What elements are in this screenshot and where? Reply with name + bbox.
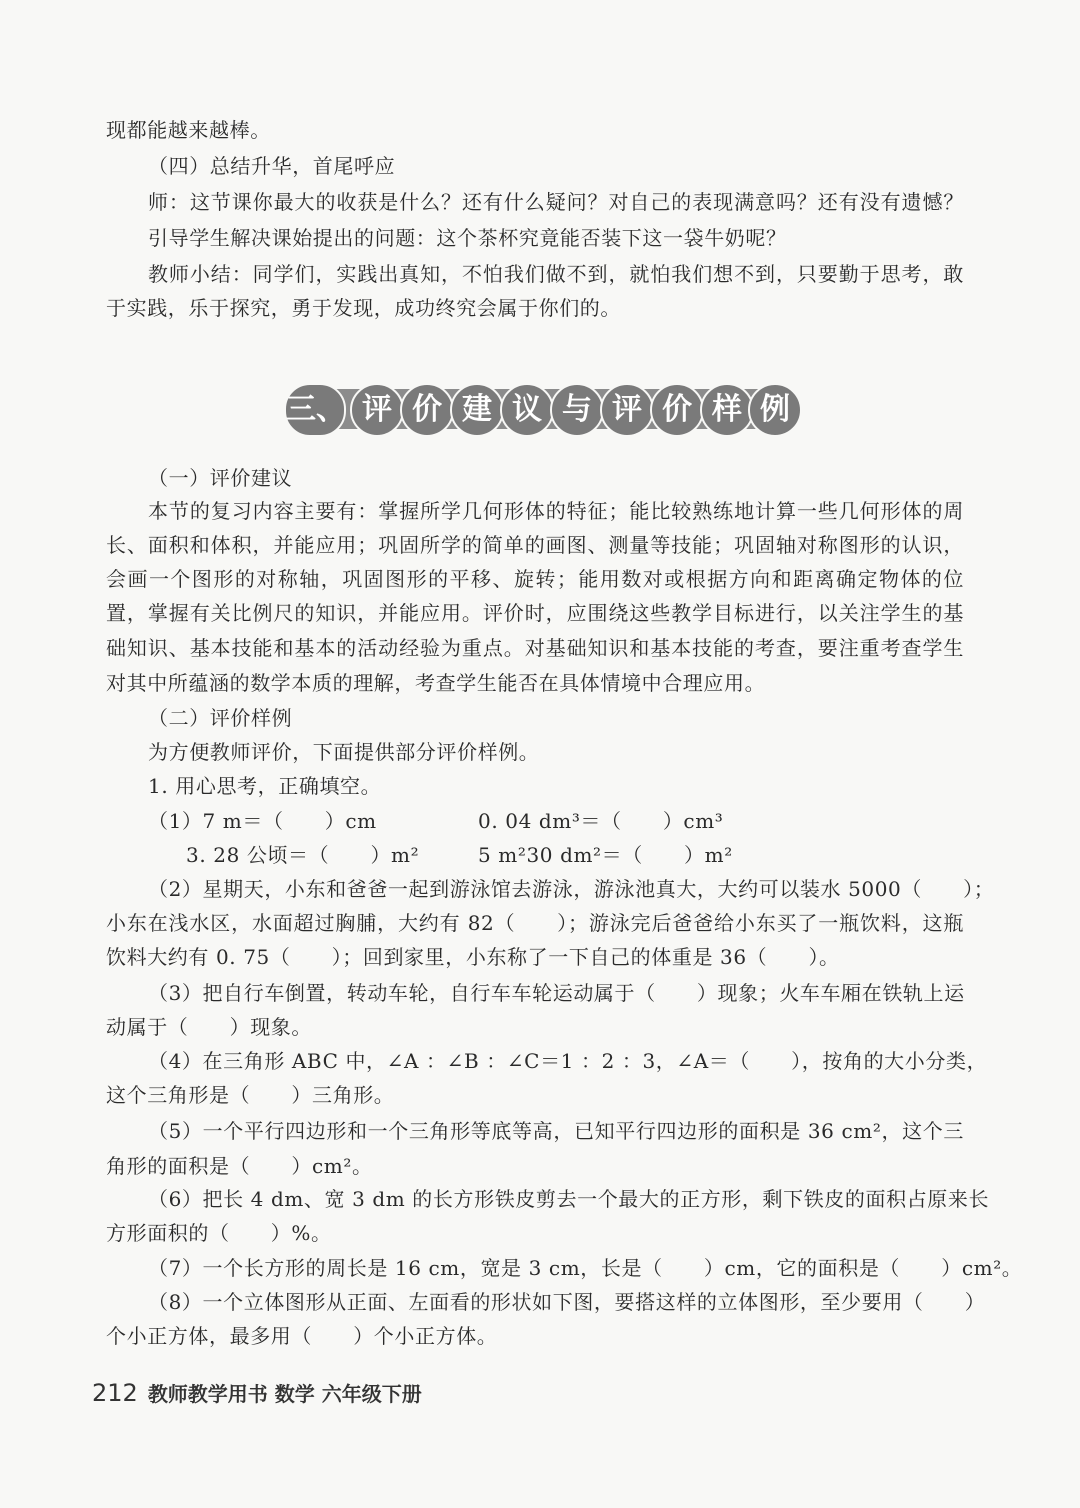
paragraph-line: 教师小结：同学们，实践出真知，不怕我们做不到，就怕我们想不到，只要勤于思考，敢 [148,262,964,286]
question-item: 饮料大约有 0. 75（ ）；回到家里，小东称了一下自己的体重是 36（ ）。 [106,945,840,969]
question-item: 动属于（ ）现象。 [106,1015,312,1039]
question-item: （4）在三角形 ABC 中，∠A ：∠B ：∠C＝1 ：2 ：3，∠A＝（ ），按角的大小分类， [148,1049,988,1073]
question-item: 个小正方体，最多用（ ）个小正方体。 [106,1324,498,1348]
paragraph-line: 于实践，乐于探究，勇于发现，成功终究会属于你们的。 [106,296,621,320]
page-footer [92,1378,422,1408]
question-item: （5）一个平行四边形和一个三角形等底等高，已知平行四边形的面积是 36 cm²，这个三 [148,1119,964,1143]
question-item: 小东在浅水区，水面超过胸脯，大约有 82（ ）；游泳完后爸爸给小东买了一瓶饮料，这瓶 [106,911,964,935]
subsection-heading: （二）评价样例 [148,706,293,730]
paragraph-line: 师：这节课你最大的收获是什么？还有什么疑问？对自己的表现满意吗？还有没有遗憾？ [148,190,964,214]
paragraph-line: 本节的复习内容主要有：掌握所学几何形体的特征；能比较熟练地计算一些几何形体的周 [148,499,964,523]
question-item: （8）一个立体图形从正面、左面看的形状如下图，要搭这样的立体图形，至少要用（ ） [148,1290,986,1314]
heading-char: 议 [500,383,554,437]
question-item: （6）把长 4 dm、宽 3 dm 的长方形铁皮剪去一个最大的正方形，剩下铁皮的面积占原来长 [148,1187,990,1211]
heading-char: 例 [748,383,802,437]
question-item: （2）星期天，小东和爸爸一起到游泳馆去游泳，游泳池真大，大约可以装水 5000（ ）； [148,877,995,901]
question-item: 方形面积的（ ）%。 [106,1221,332,1245]
heading-char: 价 [400,383,454,437]
question-item: （3）把自行车倒置，转动车轮，自行车车轮运动属于（ ）现象；火车车厢在铁轨上运 [148,981,965,1005]
paragraph-line: 会画一个图形的对称轴，巩固图形的平移、旋转；能用数对或根据方向和距离确定物体的位 [106,567,964,591]
heading-char: 评 [600,383,654,437]
question-item: 这个三角形是（ ）三角形。 [106,1083,395,1107]
question-item: （7）一个长方形的周长是 16 cm，宽是 3 cm，长是（ ）cm，它的面积是（ ）cm²。 [148,1256,1023,1280]
paragraph-line: 引导学生解决课始提出的问题：这个茶杯究竟能否装下这一袋牛奶呢？ [148,226,787,250]
heading-char: 与 [550,383,604,437]
heading-char: 价 [650,383,704,437]
paragraph-line: 现都能越来越棒。 [106,118,271,142]
question-item: 0. 04 dm³＝（ ）cm³ [478,809,724,833]
section-heading-banner [280,381,800,437]
question-item: 角形的面积是（ ）cm²。 [106,1154,373,1178]
subsection-heading: （四）总结升华，首尾呼应 [148,154,396,178]
heading-char: 建 [450,383,504,437]
heading-char: 样 [700,383,754,437]
paragraph-line: 础知识、基本技能和基本的活动经验为重点。对基础知识和基本技能的考查，要注重考查学生 [106,636,964,660]
subsection-heading: （一）评价建议 [148,466,293,490]
heading-char: 三、 [284,383,346,437]
paragraph-line: 置，掌握有关比例尺的知识，并能应用。评价时，应围绕这些教学目标进行，以关注学生的基 [106,601,964,625]
paragraph-line: 对其中所蕴涵的数学本质的理解，考查学生能否在具体情境中合理应用。 [106,671,766,695]
paragraph-line: 长、面积和体积，并能应用；巩固所学的简单的画图、测量等技能；巩固轴对称图形的认识， [106,533,964,557]
question-item: 5 m²30 dm²＝（ ）m² [478,843,733,867]
question-item: （1）7 m＝（ ）cm [148,809,377,833]
heading-char: 评 [350,383,404,437]
paragraph-line: 为方便教师评价，下面提供部分评价样例。 [148,740,540,764]
page-number: 212 [92,1379,138,1407]
book-title: 教师教学用书 数学 六年级下册 [147,1382,422,1406]
question-item: 3. 28 公顷＝（ ）m² [186,843,420,867]
question-heading: 1. 用心思考，正确填空。 [148,774,382,798]
